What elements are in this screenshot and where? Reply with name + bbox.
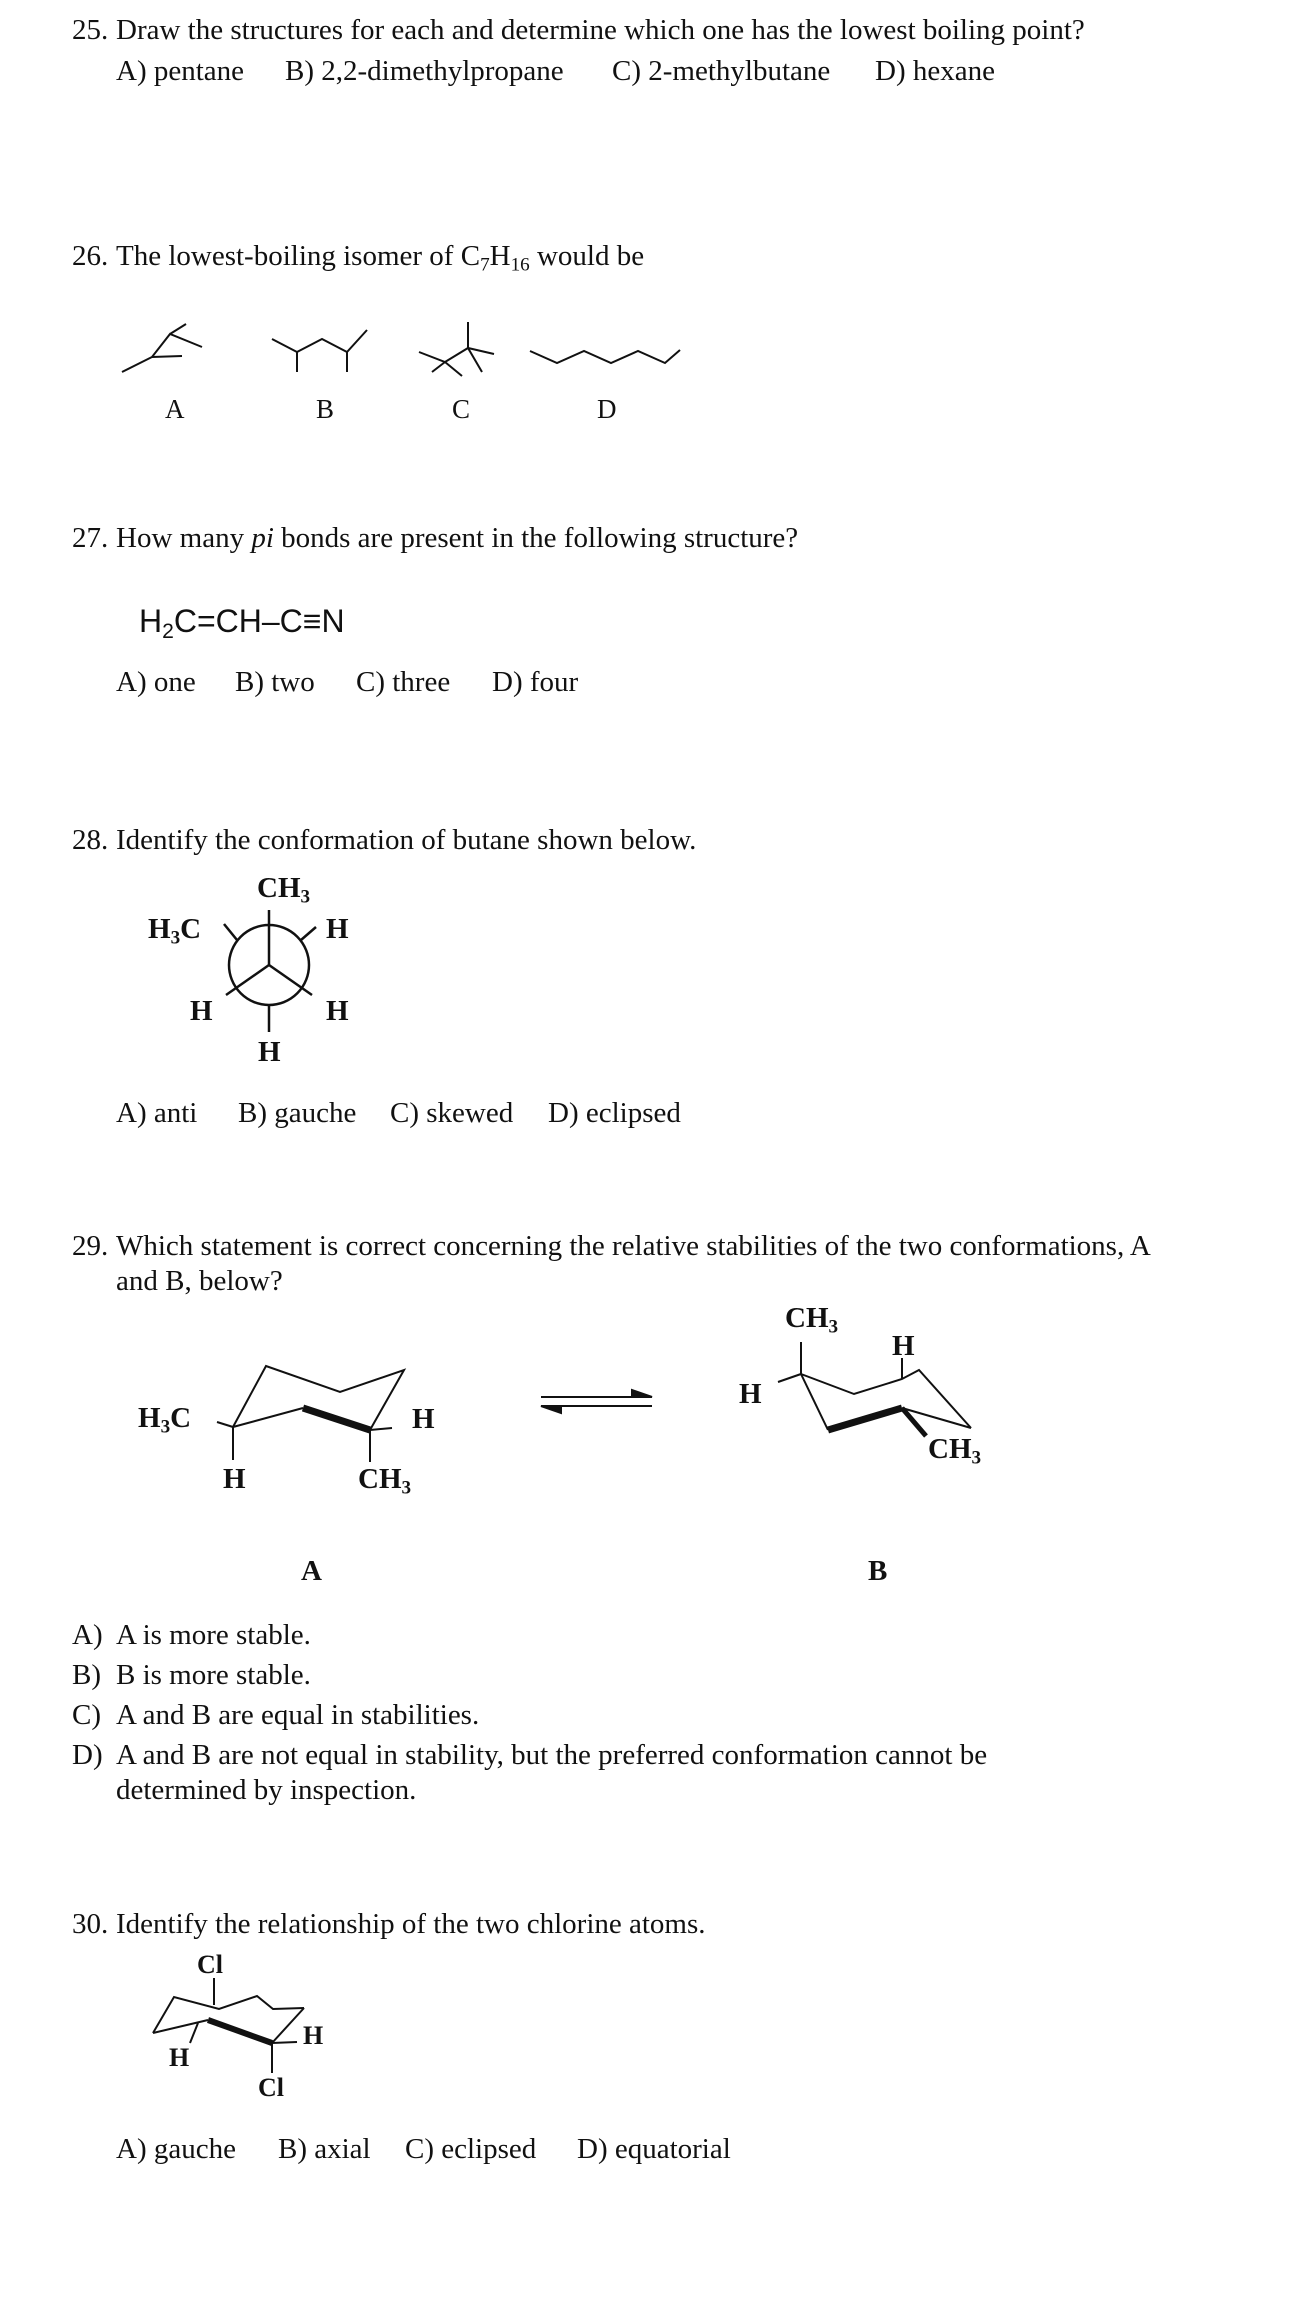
q27-option-a: A) one — [116, 666, 196, 698]
q25-text: Draw the structures for each and determine which one has the lowest boiling point? — [116, 14, 1085, 46]
q26-sub-7: 7 — [480, 254, 490, 276]
q29-answer-d-letter: D) — [72, 1739, 103, 1771]
chair-q30-ring-right — [272, 2008, 304, 2043]
q27-option-b: B) two — [235, 666, 315, 698]
q27-text-after: bonds are present in the following structure? — [273, 522, 799, 554]
q26-sub-16: 16 — [510, 254, 530, 276]
chair-q30-bond-h-left — [190, 2023, 198, 2043]
newman-h3c-left: $H_3C$ — [148, 913, 202, 949]
q26-label-c: C — [452, 394, 471, 424]
chair-a-bond-ch3-left — [217, 1422, 233, 1427]
chair-b-h-left: H — [739, 1378, 762, 1410]
q26-number: 26. — [72, 240, 109, 272]
newman-rear-bond-left — [224, 924, 237, 940]
chair-q30-h-right: H — [303, 2021, 324, 2050]
q28-text: Identify the conformation of butane shown below. — [116, 824, 697, 856]
chair-b-ring-front-bold — [828, 1408, 902, 1430]
q27-formula-rest: C=CH–C≡N — [173, 603, 345, 639]
equilibrium-arrows — [541, 1390, 652, 1413]
q28-option-d: D) eclipsed — [548, 1097, 681, 1129]
newman-h-right-top: H — [326, 913, 349, 945]
chair-a-ring-back — [233, 1408, 303, 1427]
q27-option-c: C) three — [356, 666, 451, 698]
q29-answer-c-letter: C) — [72, 1699, 101, 1731]
q29-number: 29. — [72, 1230, 109, 1262]
q27-number: 27. — [72, 522, 109, 554]
newman-h-left-bottom: H — [190, 995, 213, 1027]
q29-answer-c-text: A and B are equal in stabilities. — [116, 1699, 480, 1731]
q29-answer-b-text: B is more stable. — [116, 1659, 311, 1691]
q26-label-a: A — [165, 394, 185, 424]
q27-text-pi: pi — [251, 522, 274, 554]
chair-q30-cl-bottom: Cl — [258, 2073, 284, 2102]
structure-b — [272, 330, 367, 352]
q28-number: 28. — [72, 824, 109, 856]
structure-c — [419, 348, 494, 362]
q25-number: 25. — [72, 14, 109, 46]
q25-option-d: D) hexane — [875, 55, 995, 87]
chair-b-ch3-right: $CH_3$ — [928, 1433, 982, 1469]
q29-answer-a-text: A is more stable. — [116, 1619, 311, 1651]
q27-formula-h: H — [139, 603, 163, 639]
q30-number: 30. — [72, 1908, 109, 1940]
q29-answer-d-text: A and B are not equal in stability, but the preferred conformation cannot be — [116, 1739, 988, 1771]
chair-b-ring-top — [801, 1370, 971, 1428]
chair-b-ch3-top: $CH_3$ — [785, 1302, 839, 1338]
chair-b-label: B — [868, 1555, 888, 1587]
chair-q30-ring-front-bold — [208, 2020, 272, 2043]
chair-a-bond-h-right — [370, 1428, 392, 1430]
structure-d — [530, 350, 680, 363]
newman-rear-bond-right — [301, 927, 316, 940]
chair-q30-ring-back — [153, 2020, 208, 2033]
q27-text-before: How many — [116, 522, 252, 554]
q25-option-a: A) pentane — [116, 55, 245, 87]
q27-formula — [139, 603, 345, 644]
chair-a-ring-front-bold — [303, 1408, 370, 1430]
structure-a-branch2 — [152, 356, 182, 357]
chair-b-bond-h-left — [778, 1374, 801, 1382]
q27-formula-sub: 2 — [162, 619, 174, 643]
chair-b-h-top: H — [892, 1330, 915, 1362]
q28-option-a: A) anti — [116, 1097, 198, 1129]
q30-option-b: B) axial — [278, 2133, 371, 2165]
q27-text — [116, 520, 798, 556]
q29-answer-a-letter: A) — [72, 1619, 103, 1651]
q26-structures — [122, 322, 680, 376]
chair-b — [778, 1342, 971, 1436]
q29-answer-d-text2: determined by inspection. — [116, 1774, 417, 1806]
newman-h-bottom: H — [258, 1036, 281, 1068]
structure-c-branch3 — [432, 362, 445, 372]
q30-option-a: A) gauche — [116, 2133, 236, 2165]
q26-text-after: would be — [529, 240, 645, 272]
q26-label-d: D — [597, 394, 617, 424]
q29-text-line1: Which statement is correct concerning the relative stabilities of the two conformations, A — [116, 1230, 1151, 1262]
chair-q30-bond-h-right — [272, 2042, 297, 2043]
q28-option-c: C) skewed — [390, 1097, 514, 1129]
chair-a — [217, 1366, 404, 1462]
structure-a — [122, 334, 202, 372]
q26-label-b: B — [316, 394, 335, 424]
newman-ch3-top: $CH_3$ — [257, 872, 311, 908]
q26-text-h: H — [489, 240, 511, 272]
chair-q30-cl-top: Cl — [197, 1950, 223, 1979]
chair-a-h-right: H — [412, 1403, 435, 1435]
chair-a-h-bottom: H — [223, 1463, 246, 1495]
structure-a-branch — [170, 324, 186, 334]
q26-text-before: The lowest-boiling isomer of C — [116, 240, 481, 272]
q29-answer-b-letter: B) — [72, 1659, 101, 1691]
chair-a-ch3-bottom: $CH_3$ — [358, 1463, 412, 1499]
q27-option-d: D) four — [492, 666, 579, 698]
structure-c-branch4 — [445, 362, 462, 376]
q28-option-b: B) gauche — [238, 1097, 357, 1129]
q30-text: Identify the relationship of the two chlorine atoms. — [116, 1908, 706, 1940]
chair-a-label: A — [301, 1555, 322, 1587]
newman-h-right-bottom: H — [326, 995, 349, 1027]
q30-option-d: D) equatorial — [577, 2133, 731, 2165]
forward-arrowhead — [632, 1390, 652, 1397]
q25-option-c: C) 2-methylbutane — [612, 55, 831, 87]
chair-a-h3c: $H_3C$ — [138, 1402, 192, 1438]
chair-q30-h-left: H — [169, 2043, 190, 2072]
q30-option-c: C) eclipsed — [405, 2133, 537, 2165]
reverse-arrowhead — [541, 1406, 561, 1413]
q25-option-b: B) 2,2-dimethylpropane — [285, 55, 564, 87]
newman-projection — [224, 910, 316, 1032]
q29-text-line2: and B, below? — [116, 1265, 283, 1297]
